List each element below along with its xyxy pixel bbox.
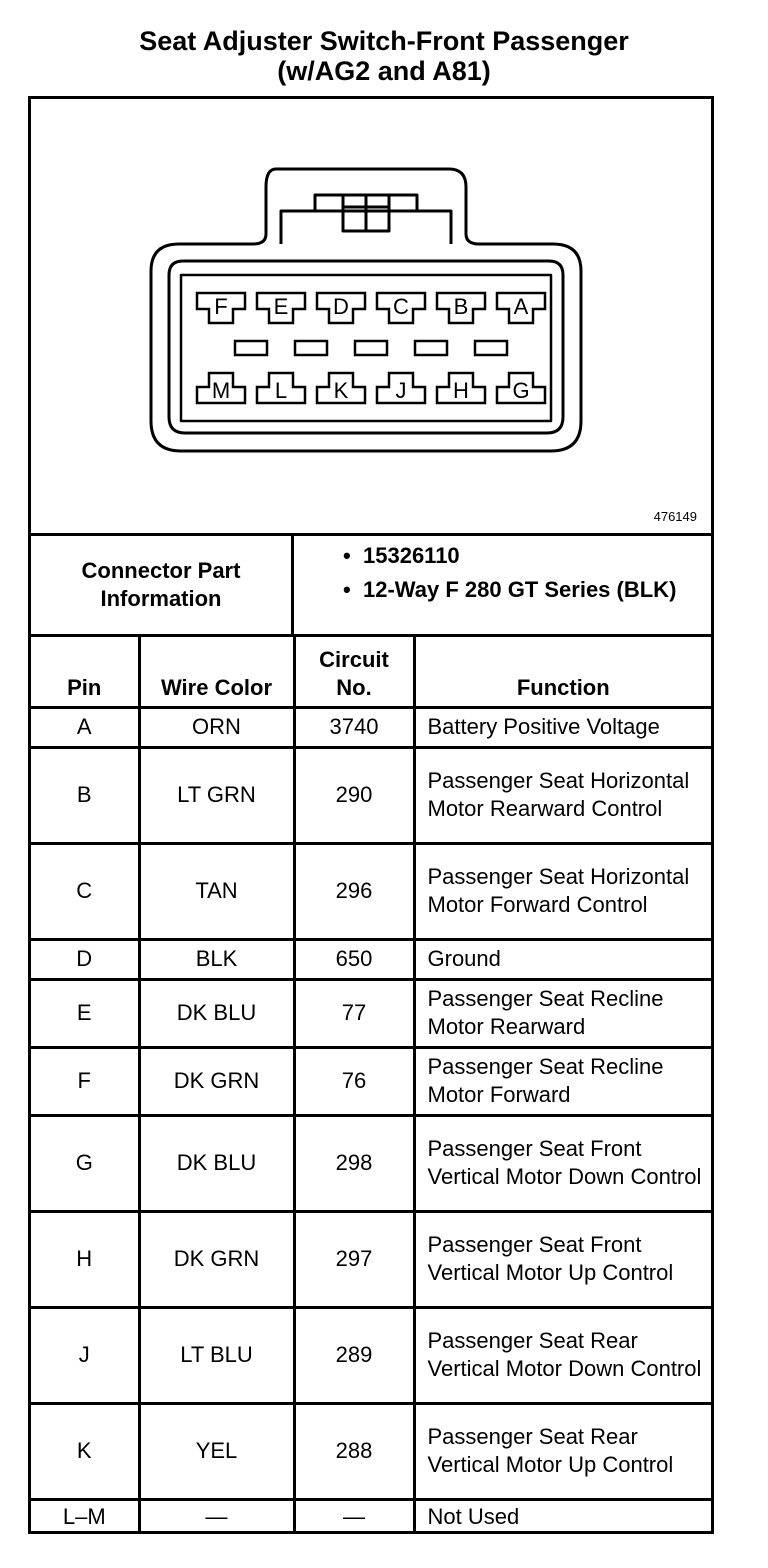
pin-row	[31, 979, 711, 1047]
pin-row	[31, 747, 711, 843]
terminal-slot	[355, 341, 387, 355]
connector-document-frame	[28, 96, 714, 1534]
wire-color-cell: LT GRN	[139, 747, 294, 843]
circuit-cell: —	[294, 1499, 414, 1533]
title-line-1: Seat Adjuster Switch-Front Passenger	[139, 26, 629, 56]
function-cell: Passenger Seat Recline Motor Forward	[414, 1047, 711, 1115]
connector-diagram	[31, 99, 711, 536]
pin-table	[31, 637, 711, 1533]
pin-label: G	[512, 378, 530, 403]
pin-cavities	[197, 293, 545, 403]
connector-part-information	[31, 536, 711, 637]
function-cell: Passenger Seat Horizontal Motor Forward Control	[414, 843, 711, 939]
header-circuit-no: Circuit No.	[294, 637, 414, 707]
wire-color-cell: DK GRN	[139, 1047, 294, 1115]
header-pin: Pin	[31, 637, 139, 707]
header-wire-color: Wire Color	[139, 637, 294, 707]
pin-cavity	[197, 293, 245, 323]
function-cell: Battery Positive Voltage	[414, 707, 711, 747]
pin-row	[31, 939, 711, 979]
pin-cavity	[497, 373, 545, 403]
terminal-slot	[415, 341, 447, 355]
pin-label: B	[453, 294, 469, 319]
pin-row	[31, 1499, 711, 1533]
pin-cell: L–M	[31, 1499, 139, 1533]
function-cell: Passenger Seat Front Vertical Motor Down Control	[414, 1115, 711, 1211]
pin-cavity	[377, 293, 425, 323]
pin-label: H	[453, 378, 469, 403]
pin-row	[31, 1115, 711, 1211]
pin-label: C	[393, 294, 409, 319]
wire-color-cell: ORN	[139, 707, 294, 747]
wire-color-cell: DK GRN	[139, 1211, 294, 1307]
wire-color-cell: BLK	[139, 939, 294, 979]
wire-color-cell: DK BLU	[139, 1115, 294, 1211]
pin-row	[31, 707, 711, 747]
pin-cell: F	[31, 1047, 139, 1115]
wire-color-cell: TAN	[139, 843, 294, 939]
pin-cavity	[317, 293, 365, 323]
connector-part-values	[297, 542, 707, 610]
function-cell: Passenger Seat Rear Vertical Motor Down Control	[414, 1307, 711, 1403]
housing-inner-outline	[169, 261, 563, 433]
figure-number: 476149	[653, 509, 697, 524]
pin-cavity	[377, 373, 425, 403]
terminal-slot	[295, 341, 327, 355]
pin-table-body	[31, 707, 711, 1533]
wire-color-cell: LT BLU	[139, 1307, 294, 1403]
function-cell: Passenger Seat Rear Vertical Motor Up Control	[414, 1403, 711, 1499]
pin-row	[31, 843, 711, 939]
pin-table-header	[31, 637, 711, 707]
function-cell: Not Used	[414, 1499, 711, 1533]
pin-cell: C	[31, 843, 139, 939]
connector-part-label: Connector Part Information	[31, 536, 294, 634]
function-cell: Passenger Seat Front Vertical Motor Up Control	[414, 1211, 711, 1307]
pin-cavity	[257, 293, 305, 323]
pin-cell: J	[31, 1307, 139, 1403]
pin-cell: B	[31, 747, 139, 843]
terminal-slot	[475, 341, 507, 355]
part-number: • 15326110	[297, 542, 707, 570]
circuit-cell: 77	[294, 979, 414, 1047]
pin-label: M	[211, 378, 231, 403]
circuit-cell: 297	[294, 1211, 414, 1307]
terminal-slot	[235, 341, 267, 355]
pin-row	[31, 1403, 711, 1499]
pin-label: D	[333, 294, 349, 319]
pin-row	[31, 1307, 711, 1403]
circuit-cell: 76	[294, 1047, 414, 1115]
pin-label: E	[273, 294, 289, 319]
function-cell: Passenger Seat Recline Motor Rearward	[414, 979, 711, 1047]
pin-label: F	[214, 294, 228, 319]
pin-cell: D	[31, 939, 139, 979]
page-title	[0, 26, 768, 86]
pin-cell: G	[31, 1115, 139, 1211]
pin-label: A	[513, 294, 529, 319]
pin-cell: E	[31, 979, 139, 1047]
pin-label: K	[333, 378, 349, 403]
pin-cavity	[437, 373, 485, 403]
pin-cavity	[257, 373, 305, 403]
pin-cell: K	[31, 1403, 139, 1499]
circuit-cell: 3740	[294, 707, 414, 747]
circuit-cell: 288	[294, 1403, 414, 1499]
part-series: • 12-Way F 280 GT Series (BLK)	[297, 576, 707, 604]
circuit-cell: 650	[294, 939, 414, 979]
pin-cavity	[437, 293, 485, 323]
pin-cavity	[197, 373, 245, 403]
pin-cavity	[497, 293, 545, 323]
wire-color-cell: YEL	[139, 1403, 294, 1499]
circuit-cell: 289	[294, 1307, 414, 1403]
header-function: Function	[414, 637, 711, 707]
title-line-2: (w/AG2 and A81)	[277, 56, 491, 86]
wire-color-cell: DK BLU	[139, 979, 294, 1047]
pin-row	[31, 1211, 711, 1307]
wire-color-cell: —	[139, 1499, 294, 1533]
pin-cavity	[317, 373, 365, 403]
circuit-cell: 298	[294, 1115, 414, 1211]
pin-label: L	[274, 378, 288, 403]
function-cell: Passenger Seat Horizontal Motor Rearward Control	[414, 747, 711, 843]
circuit-cell: 290	[294, 747, 414, 843]
circuit-cell: 296	[294, 843, 414, 939]
pin-label: J	[395, 378, 407, 403]
function-cell: Ground	[414, 939, 711, 979]
pin-row	[31, 1047, 711, 1115]
pin-cell: A	[31, 707, 139, 747]
connector-face-drawing	[31, 99, 711, 533]
pin-cell: H	[31, 1211, 139, 1307]
